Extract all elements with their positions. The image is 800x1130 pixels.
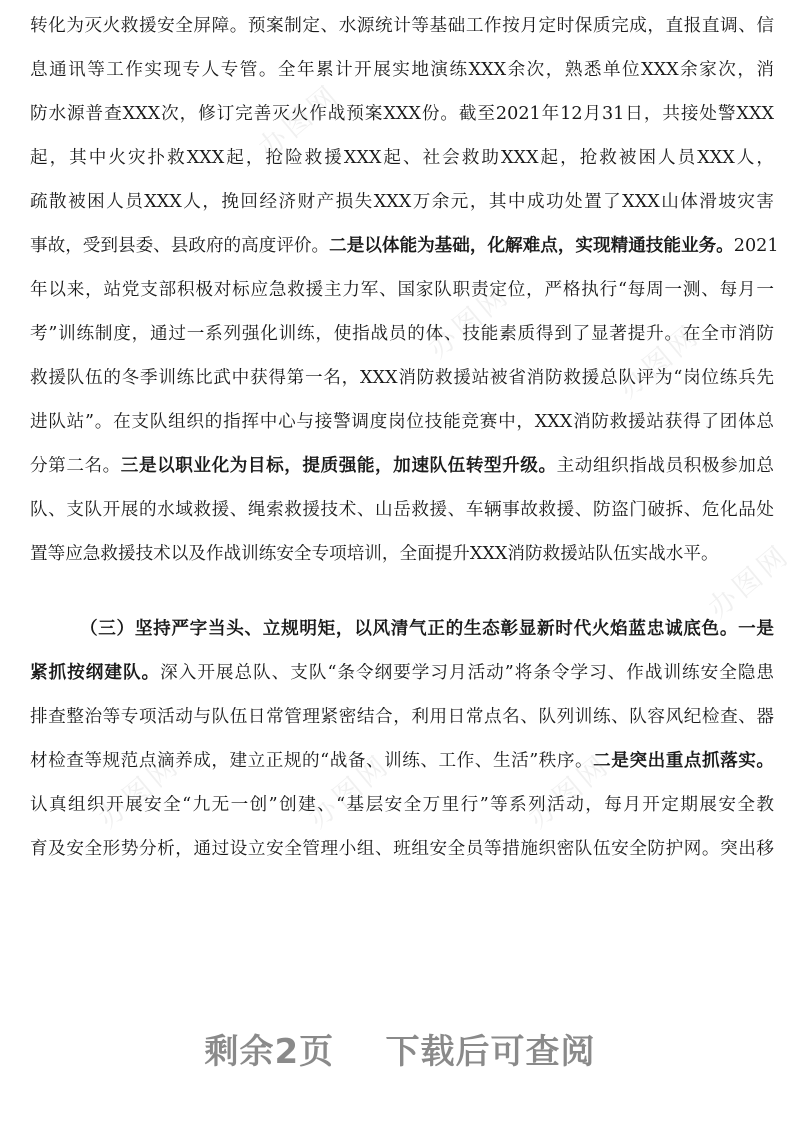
watermark-text: 办图网	[701, 537, 797, 625]
body-text: 年以来，站党支部积极对标应急救援主力军、国家队职责定位，严格执行“每周一测、每月一	[30, 280, 774, 300]
watermark-text: 办图网	[521, 747, 617, 835]
bold-heading-text: 二是突出重点抓落实。	[593, 750, 774, 771]
bold-heading-text: 紧抓按纲建队。	[30, 662, 161, 683]
bold-heading-text: 三是以职业化为目标，提质强能，加速队伍转型升级。	[120, 455, 557, 476]
text-line	[30, 492, 774, 528]
watermark-text: 办图网	[91, 747, 187, 835]
body-text: 考”训练制度，通过一系列强化训练，使指战员的体、技能素质得到了显著提升。在全市消防	[30, 324, 774, 344]
text-line	[30, 360, 774, 396]
body-text: 深入开展总队、支队“条令纲要学习月活动”将条令学习、作战训练安全隐患	[160, 663, 774, 683]
body-text: 排查整治等专项活动与队伍日常管理紧密结合，利用日常点名、队列训练、队容风纪检查、器	[30, 707, 774, 727]
text-line	[30, 228, 779, 264]
text-line	[30, 699, 774, 735]
watermark-text: 办图网	[611, 317, 707, 405]
watermark-text: 办图网	[421, 277, 517, 365]
body-text: 材检查等规范点滴养成，建立正规的“战备、训练、工作、生活”秩序。	[30, 751, 594, 771]
body-text: 转化为灭火救援安全屏障。预案制定、水源统计等基础工作按月定时保质完成，直报直调、信	[30, 16, 774, 36]
text-line	[30, 448, 774, 484]
body-text: 起，其中火灾扑救XXX起，抢险救援XXX起、社会救助XXX起，抢救被困人员XXX人，	[30, 148, 774, 168]
text-line	[30, 655, 774, 691]
body-text: 息通讯等工作实现专人专管。全年累计开展实地演练XXX余次，熟悉单位XXX余家次，消	[30, 60, 774, 80]
text-line	[30, 184, 774, 220]
body-text: 进队站”。在支队组织的指挥中心与接警调度岗位技能竞赛中，XXX消防救援站获得了团体总	[30, 412, 774, 432]
remaining-pages-banner[interactable]: 剩余2页 下载后可查阅	[204, 1032, 596, 1072]
text-line	[30, 96, 774, 132]
watermark-text: 办图网	[301, 747, 397, 835]
text-line	[30, 316, 774, 352]
text-line	[30, 831, 774, 867]
body-text: 队、支队开展的水域救援、绳索救援技术、山岳救援、车辆事故救援、防盗门破拆、危化品处	[30, 500, 774, 520]
body-text: 防水源普查XXX次，修订完善灭火作战预案XXX份。截至2021年12月31日，共接处警XXX	[30, 104, 774, 124]
body-text: 育及安全形势分析，通过设立安全管理小组、班组安全员等措施织密队伍安全防护网。突出移	[30, 839, 774, 859]
text-line	[30, 8, 774, 44]
bold-heading-text: （三）坚持严字当头、立规明矩，以风清气正的生态彰显新时代火焰蓝忠诚底色。一是	[80, 618, 774, 639]
text-line	[30, 743, 774, 779]
body-text: 疏散被困人员XXX人，挽回经济财产损失XXX万余元，其中成功处置了XXX山体滑坡灾害	[30, 192, 774, 212]
body-text: 救援队伍的冬季训练比武中获得第一名，XXX消防救援站被省消防救援总队评为“岗位练兵先	[30, 368, 774, 388]
body-text: 主动组织指战员积极参加总	[556, 456, 774, 476]
watermark-text: 办图网	[251, 77, 347, 165]
text-line	[30, 404, 774, 440]
text-line	[30, 787, 774, 823]
text-line	[30, 52, 774, 88]
text-line	[30, 536, 774, 572]
body-text: 分第二名。	[30, 456, 121, 476]
body-text: 认真组织开展安全“九无一创”创建、“基层安全万里行”等系列活动，每月开定期展安全教	[30, 795, 774, 815]
body-text: 2021	[733, 236, 779, 256]
text-line	[30, 611, 774, 647]
body-text: 置等应急救援技术以及作战训练安全专项培训，全面提升XXX消防救援站队伍实战水平。	[30, 544, 719, 564]
text-line	[30, 140, 774, 176]
bold-heading-text: 二是以体能为基础，化解难点，实现精通技能业务。	[329, 235, 734, 256]
text-line	[30, 272, 774, 308]
body-text: 事故，受到县委、县政府的高度评价。	[30, 236, 330, 256]
